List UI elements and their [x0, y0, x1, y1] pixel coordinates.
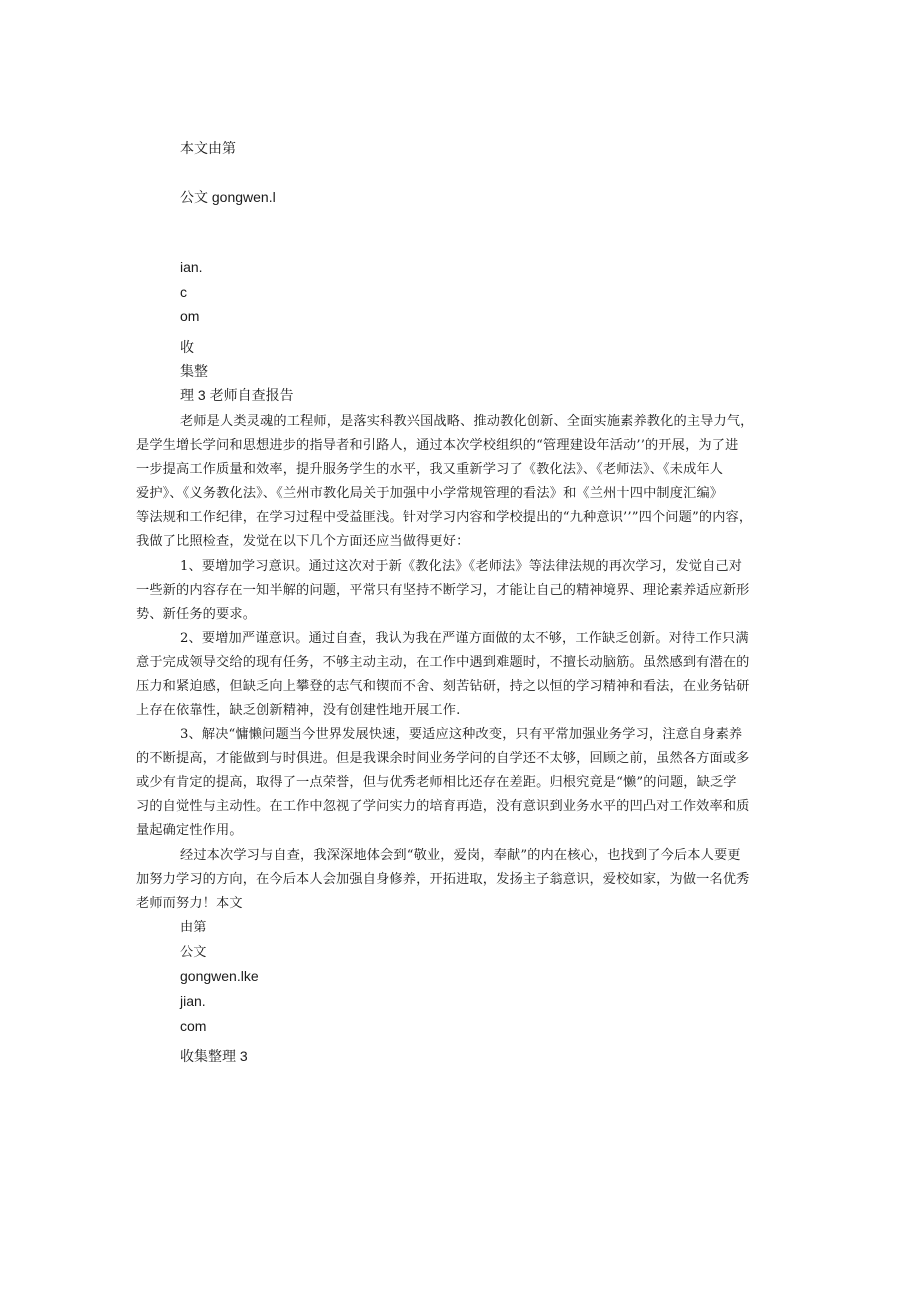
intro-line: 一步提高工作质量和效率，提升服务学生的水平，我又重新学习了《教化法》、《老师法》、《未成年人 — [136, 462, 724, 477]
footer-line-4: jian. — [180, 993, 206, 1009]
point-2-line: 压力和紧迫感，但缺乏向上攀登的志气和锲而不舍、刻苦钻研，持之以恒的学习精神和看法，在业务钻研 — [136, 679, 750, 694]
conclusion-line: 经过本次学习与自查，我深深地体会到“敬业，爱岗，奉献”的内在核心，也找到了今后本人要更 — [180, 848, 741, 863]
point-2-line: 上存在依靠性，缺乏创新精神，没有创建性地开展工作. — [136, 703, 461, 718]
header-line-4: c — [180, 284, 187, 300]
footer-line-6: 收集整理 3 — [180, 1048, 248, 1064]
point-1-line: 1、要增加学习意识。通过这次对于新《教化法》《老师法》等法律法规的再次学习，发觉自己对 — [180, 559, 743, 574]
intro-line: 爱护》、《义务教化法》、《兰州市教化局关于加强中小学常规管理的看法》和《兰州十四中制度汇编》 — [136, 486, 724, 501]
point-3-line: 的不断提高，才能做到与时俱进。但是我课余时间业务学问的自学还不太够，回顾之前，虽然各方面或多 — [136, 751, 750, 766]
footer-line-1: 由第 — [180, 920, 207, 935]
header-line-7: 集整 — [180, 363, 208, 379]
document-title: 理 3 老师自查报告 — [180, 387, 294, 403]
point-2-line: 意于完成领导交给的现有任务，不够主动主动，在工作中遇到难题时，不擅长动脑筋。虽然感到有潜在的 — [136, 655, 750, 670]
header-line-3: ian. — [180, 259, 203, 275]
conclusion-line: 加努力学习的方向，在今后本人会加强自身修养，开拓进取，发扬主子翁意识，爱校如家，为做一名优秀 — [136, 872, 750, 887]
header-line-6: 收 — [180, 339, 194, 355]
header-line-5: om — [180, 308, 200, 324]
point-1-line: 势、新任务的要求。 — [136, 607, 257, 622]
footer-line-5: com — [180, 1018, 207, 1034]
point-1-line: 一些新的内容存在一知半解的问题，平常只有坚持不断学习，才能让自己的精神境界、理论素养适应新形 — [136, 583, 750, 598]
footer-line-2: 公文 — [180, 945, 207, 960]
intro-line: 我做了比照检查，发觉在以下几个方面还应当做得更好： — [136, 534, 470, 549]
conclusion-line: 老师而努力！本文 — [136, 896, 243, 911]
intro-line: 等法规和工作纪律，在学习过程中受益匪浅。针对学习内容和学校提出的“九种意识’’”四个问题”的内容， — [136, 510, 753, 525]
intro-line: 老师是人类灵魂的工程师，是落实科教兴国战略、推动教化创新、全面实施素养教化的主导力气， — [180, 414, 754, 429]
point-3-line: 量起确定性作用。 — [136, 823, 243, 838]
point-3-line: 或少有肯定的提高，取得了一点荣誉，但与优秀老师相比还存在差距。归根究竟是“懒”的问题，缺乏学 — [136, 775, 737, 790]
header-line-2: 公文 gongwen.l — [180, 189, 276, 205]
footer-line-3: gongwen.lke — [180, 968, 259, 984]
header-line-1: 本文由第 — [180, 140, 236, 156]
point-3-line: 习的自觉性与主动性。在工作中忽视了学问实力的培育再造，没有意识到业务水平的凹凸对工作效率和质 — [136, 799, 750, 814]
intro-line: 是学生增长学问和思想进步的指导者和引路人，通过本次学校组织的“管理建设年活动’’的开展，为了进 — [136, 438, 739, 453]
point-2-line: 2、要增加严谨意识。通过自查，我认为我在严谨方面做的太不够，工作缺乏创新。对待工作只满 — [180, 631, 749, 646]
point-3-line: 3、解决“慵懒问题当今世界发展快速，要适应这种改变，只有平常加强业务学习，注意自身素养 — [180, 727, 743, 742]
